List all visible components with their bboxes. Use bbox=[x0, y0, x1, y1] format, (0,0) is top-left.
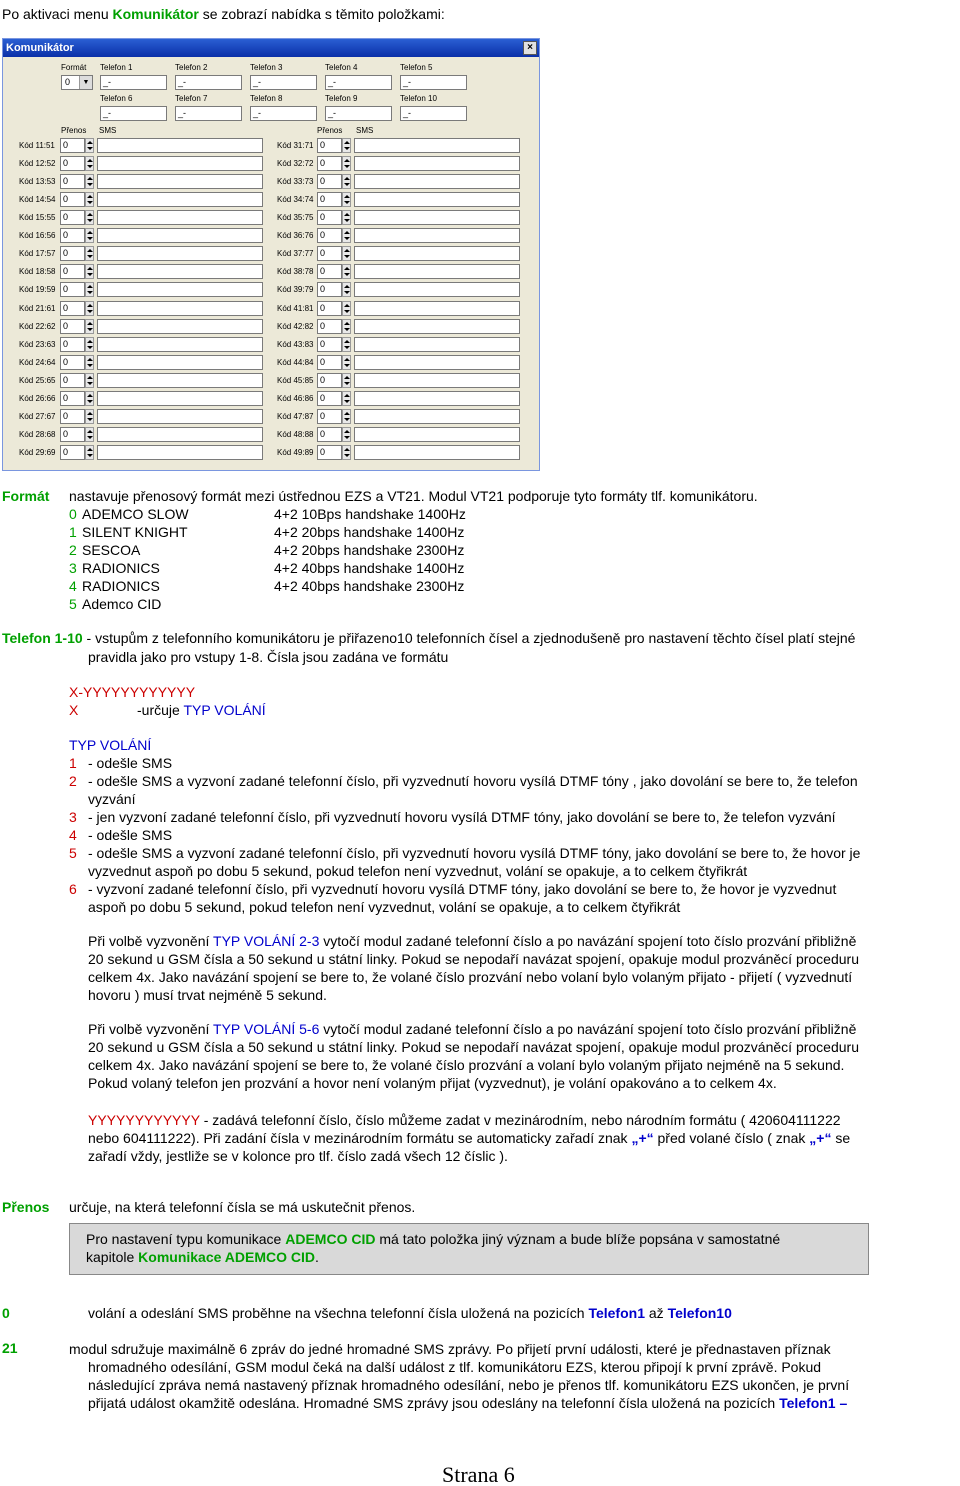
code-label: Kód 46:86 bbox=[277, 394, 314, 403]
value-21-desc: modul sdružuje maximálně 6 zpráv do jedné hromadné SMS zprávy. Po přijetí první události, které je přednastaven příznak hromadného odesílání, GSM modul čeká na další událost z tlf. komunikátoru EZS, kterou připojí k první zprávě. Pokud následující zpráva nemá nastavený příznak hromadného odesílání, nebo je přenos tlf. komunikátoru EZS ukončen, je první přijatá událost okamžitě odeslána. Hromadné SMS zprávy jsou odeslány na telefonní čísla uložená na pozicích Telefon1 – bbox=[69, 1341, 850, 1411]
prenos-header: Přenos bbox=[317, 126, 343, 135]
spin-arrows-icon[interactable] bbox=[85, 337, 94, 352]
spin-arrows-icon[interactable] bbox=[85, 264, 94, 279]
code-label: Kód 36:76 bbox=[277, 231, 314, 240]
komunikator-window bbox=[2, 38, 540, 471]
code-value-input[interactable]: 0 bbox=[60, 319, 85, 334]
telefon-line2: pravidla jako pro vstupy 1-8. Čísla jsou zadána ve formátu bbox=[88, 649, 449, 665]
code-value-input[interactable]: 0 bbox=[317, 174, 342, 189]
format-label: Formát bbox=[2, 488, 50, 504]
code-value-input[interactable]: 0 bbox=[60, 174, 85, 189]
code-value-input[interactable]: 0 bbox=[317, 138, 342, 153]
code-label: Kód 13:53 bbox=[19, 177, 56, 186]
code-label: Kód 23:63 bbox=[19, 340, 56, 349]
sms-input[interactable] bbox=[354, 138, 520, 153]
code-value-input[interactable]: 0 bbox=[317, 409, 342, 424]
code-value-input[interactable]: 0 bbox=[60, 409, 85, 424]
sms-input[interactable] bbox=[97, 373, 263, 388]
telefon-input[interactable]: _- bbox=[400, 75, 467, 90]
spin-arrows-icon[interactable] bbox=[342, 301, 351, 316]
typ-heading: TYP VOLÁNÍ bbox=[69, 737, 152, 753]
spin-arrows-icon[interactable] bbox=[85, 445, 94, 460]
spin-arrows-icon[interactable] bbox=[342, 210, 351, 225]
code-label: Kód 22:62 bbox=[19, 322, 56, 331]
typ-text: - odešle SMS a vyzvoní zadané telefonní číslo, při vyzvednutí hovoru vysílá DTMF tóny, jako dovolání se bere to, že hovor je bbox=[88, 845, 861, 861]
sms-input[interactable] bbox=[354, 246, 520, 261]
telefon-input[interactable]: _- bbox=[100, 75, 167, 90]
telefon-label: Telefon 2 bbox=[175, 63, 208, 72]
chevron-down-icon: ▼ bbox=[79, 76, 92, 89]
code-label: Kód 14:54 bbox=[19, 195, 56, 204]
sms-input[interactable] bbox=[354, 264, 520, 279]
para-typ-2-3: Při volbě vyzvonění TYP VOLÁNÍ 2-3 vytočí modul zadané telefonní číslo a po navázání spojení toto číslo prozvání přibližně 20 sekund u GSM čísla a 50 sekund u státní linky. Pokud se nepodaří navázat spojení, opakuje modul prozváněcí proceduru celkem 4x. Jako navázání spojení se bere to, že volané číslo prozvání nebo volaní bylo volaným přijato - přijetí ( vyzvednutí hovoru ) musí trvat nejméně 5 sekund. bbox=[88, 933, 859, 1003]
menu-name: Komunikátor bbox=[112, 6, 199, 22]
code-value-input[interactable]: 0 bbox=[60, 210, 85, 225]
code-value-input[interactable]: 0 bbox=[60, 156, 85, 171]
sms-input[interactable] bbox=[97, 282, 263, 297]
spin-arrows-icon[interactable] bbox=[85, 301, 94, 316]
telefon-input[interactable]: _- bbox=[325, 106, 392, 121]
code-label: Kód 16:56 bbox=[19, 231, 56, 240]
spin-arrows-icon[interactable] bbox=[342, 156, 351, 171]
sms-input[interactable] bbox=[354, 228, 520, 243]
spin-arrows-icon[interactable] bbox=[342, 391, 351, 406]
code-label: Kód 26:66 bbox=[19, 394, 56, 403]
typ-number: 6 bbox=[69, 881, 77, 897]
sms-input[interactable] bbox=[354, 210, 520, 225]
telefon-line1: Telefon 1-10 - vstupům z telefonního komunikátoru je přiřazeno10 telefonních čísel a zjednodušeně pro nastavení těchto čísel platí stejné bbox=[2, 630, 856, 646]
prenos-header: Přenos bbox=[61, 126, 87, 135]
spin-arrows-icon[interactable] bbox=[342, 246, 351, 261]
code-value-input[interactable]: 0 bbox=[317, 373, 342, 388]
format-spec: 4+2 40bps handshake 2300Hz bbox=[274, 578, 465, 594]
code-label: Kód 21:61 bbox=[19, 304, 56, 313]
spin-arrows-icon[interactable] bbox=[85, 210, 94, 225]
sms-input[interactable] bbox=[354, 282, 520, 297]
format-spec: 4+2 20bps handshake 1400Hz bbox=[274, 524, 465, 540]
sms-input[interactable] bbox=[97, 355, 263, 370]
sms-input[interactable] bbox=[354, 156, 520, 171]
code-value-input[interactable]: 0 bbox=[60, 427, 85, 442]
prenos-desc: určuje, na která telefonní čísla se má uskutečnit přenos. bbox=[69, 1199, 416, 1215]
value-21-num: 21 bbox=[2, 1340, 18, 1356]
code-value-input[interactable]: 0 bbox=[317, 391, 342, 406]
code-value-input[interactable]: 0 bbox=[60, 282, 85, 297]
spin-arrows-icon[interactable] bbox=[342, 355, 351, 370]
code-value-input[interactable]: 0 bbox=[317, 301, 342, 316]
code-value-input[interactable]: 0 bbox=[317, 427, 342, 442]
typ-number: 3 bbox=[69, 809, 77, 825]
intro-line: Po aktivaci menu Komunikátor se zobrazí nabídka s těmito položkami: bbox=[2, 6, 445, 22]
format-number: 5 bbox=[69, 596, 77, 612]
x-letter: X bbox=[69, 702, 79, 718]
sms-input[interactable] bbox=[97, 138, 263, 153]
telefon-input[interactable]: _- bbox=[250, 75, 317, 90]
value-0-desc: volání a odeslání SMS proběhne na všechna telefonní čísla uložená na pozicích Telefon1 až Telefon10 bbox=[88, 1305, 732, 1321]
code-value-input[interactable]: 0 bbox=[60, 355, 85, 370]
spin-arrows-icon[interactable] bbox=[85, 192, 94, 207]
telefon-label: Telefon 9 bbox=[325, 94, 358, 103]
spin-arrows-icon[interactable] bbox=[342, 409, 351, 424]
code-label: Kód 42:82 bbox=[277, 322, 314, 331]
code-value-input[interactable]: 0 bbox=[317, 246, 342, 261]
spin-arrows-icon[interactable] bbox=[85, 174, 94, 189]
sms-input[interactable] bbox=[354, 391, 520, 406]
spin-arrows-icon[interactable] bbox=[342, 264, 351, 279]
code-value-input[interactable]: 0 bbox=[317, 282, 342, 297]
typ-text: - odešle SMS bbox=[88, 827, 173, 843]
sms-input[interactable] bbox=[97, 445, 263, 460]
ademco-cid-note: Pro nastavení typu komunikace ADEMCO CID má tato položka jiný význam a bude blíže popsána v samostatné kapitole Komunikace ADEMCO CID. bbox=[69, 1223, 869, 1275]
code-label: Kód 47:87 bbox=[277, 412, 314, 421]
telefon-label: Telefon 3 bbox=[250, 63, 283, 72]
code-label: Kód 11:51 bbox=[19, 141, 55, 150]
code-value-input[interactable]: 0 bbox=[60, 138, 85, 153]
spin-arrows-icon[interactable] bbox=[342, 319, 351, 334]
code-label: Kód 19:59 bbox=[19, 285, 56, 294]
format-number: 2 bbox=[69, 542, 77, 558]
code-label: Kód 48:88 bbox=[277, 430, 314, 439]
spin-arrows-icon[interactable] bbox=[85, 409, 94, 424]
telefon-label: Telefon 1 bbox=[100, 63, 133, 72]
code-label: Kód 41:81 bbox=[277, 304, 314, 313]
telefon-label: Telefon 10 bbox=[400, 94, 437, 103]
code-label: Kód 43:83 bbox=[277, 340, 314, 349]
code-label: Kód 38:78 bbox=[277, 267, 314, 276]
format-name: RADIONICS bbox=[82, 560, 160, 576]
code-value-input[interactable]: 0 bbox=[60, 192, 85, 207]
code-value-input[interactable]: 0 bbox=[317, 264, 342, 279]
sms-input[interactable] bbox=[354, 427, 520, 442]
code-value-input[interactable]: 0 bbox=[60, 228, 85, 243]
code-label: Kód 45:85 bbox=[277, 376, 314, 385]
telefon-label: Telefon 4 bbox=[325, 63, 358, 72]
typ-text: vyzvání bbox=[88, 791, 136, 807]
spin-arrows-icon[interactable] bbox=[85, 355, 94, 370]
code-label: Kód 18:58 bbox=[19, 267, 56, 276]
format-number: 0 bbox=[69, 506, 77, 522]
format-number: 3 bbox=[69, 560, 77, 576]
format-name: ADEMCO SLOW bbox=[82, 506, 189, 522]
code-value-input[interactable]: 0 bbox=[317, 192, 342, 207]
sms-header: SMS bbox=[356, 126, 374, 135]
code-value-input[interactable]: 0 bbox=[317, 445, 342, 460]
telefon-label: Telefon 6 bbox=[100, 94, 133, 103]
spin-arrows-icon[interactable] bbox=[342, 373, 351, 388]
format-number: 4 bbox=[69, 578, 77, 594]
sms-input[interactable] bbox=[354, 355, 520, 370]
code-label: Kód 37:77 bbox=[277, 249, 314, 258]
telefon-label: Telefon 8 bbox=[250, 94, 283, 103]
spin-arrows-icon[interactable] bbox=[85, 246, 94, 261]
spin-arrows-icon[interactable] bbox=[85, 373, 94, 388]
code-label: Kód 28:68 bbox=[19, 430, 56, 439]
typ-number: 1 bbox=[69, 755, 77, 771]
typ-text: - vyzvoní zadané telefonní číslo, při vyzvednutí hovoru vysílá DTMF tóny, jako dovolání se bere to, že hovor je vyzvednut bbox=[88, 881, 837, 897]
number-format: X-YYYYYYYYYYYY bbox=[69, 684, 196, 700]
format-name: RADIONICS bbox=[82, 578, 160, 594]
spin-arrows-icon[interactable] bbox=[85, 228, 94, 243]
sms-input[interactable] bbox=[97, 427, 263, 442]
code-label: Kód 44:84 bbox=[277, 358, 314, 367]
spin-arrows-icon[interactable] bbox=[85, 138, 94, 153]
telefon-input[interactable]: _- bbox=[250, 106, 317, 121]
spin-arrows-icon[interactable] bbox=[85, 427, 94, 442]
spin-arrows-icon[interactable] bbox=[342, 445, 351, 460]
format-spec: 4+2 40bps handshake 1400Hz bbox=[274, 560, 465, 576]
code-label: Kód 31:71 bbox=[277, 141, 314, 150]
sms-header: SMS bbox=[99, 126, 117, 135]
spin-arrows-icon[interactable] bbox=[342, 138, 351, 153]
sms-input[interactable] bbox=[97, 210, 263, 225]
spin-arrows-icon[interactable] bbox=[342, 427, 351, 442]
code-value-input[interactable]: 0 bbox=[317, 156, 342, 171]
code-label: Kód 39:79 bbox=[277, 285, 314, 294]
spin-arrows-icon[interactable] bbox=[342, 228, 351, 243]
typ-number: 2 bbox=[69, 773, 77, 789]
x-definition: -určuje TYP VOLÁNÍ bbox=[137, 702, 266, 718]
code-label: Kód 25:65 bbox=[19, 376, 56, 385]
code-label: Kód 27:67 bbox=[19, 412, 56, 421]
sms-input[interactable] bbox=[354, 445, 520, 460]
typ-text: aspoň po dobu 5 sekund, pokud telefon není vyzvednut, volání se opakuje, a to celkem čtyřikrát bbox=[88, 899, 681, 915]
prenos-label: Přenos bbox=[2, 1199, 50, 1215]
sms-input[interactable] bbox=[97, 156, 263, 171]
sms-input[interactable] bbox=[97, 174, 263, 189]
spin-arrows-icon[interactable] bbox=[342, 337, 351, 352]
code-value-input[interactable]: 0 bbox=[317, 228, 342, 243]
spin-arrows-icon[interactable] bbox=[85, 319, 94, 334]
telefon-input[interactable]: _- bbox=[175, 106, 242, 121]
close-icon[interactable]: × bbox=[523, 41, 537, 55]
code-value-input[interactable]: 0 bbox=[60, 301, 85, 316]
code-value-input[interactable]: 0 bbox=[60, 246, 85, 261]
sms-input[interactable] bbox=[354, 301, 520, 316]
sms-input[interactable] bbox=[354, 192, 520, 207]
format-name: SESCOA bbox=[82, 542, 141, 558]
code-value-input[interactable]: 0 bbox=[60, 264, 85, 279]
para-typ-5-6: Při volbě vyzvonění TYP VOLÁNÍ 5-6 vytočí modul zadané telefonní číslo a po navázání spojení toto číslo prozvání přibližně 20 sekund u GSM čísla a 50 sekund u státní linky. Pokud se nepodaří navázat spojení, opakuje modul prozváněcí proceduru celkem 4x. Jako navázání spojení se bere to, že volané číslo prozvání a volaní bylo volaným přijato nejméně na 5 sekund. Pokud volaný telefon jen prozvání a hovor není volaným přijat (vyzvednut), je volání opakováno a to celkem 4x. bbox=[88, 1021, 859, 1091]
telefon-input[interactable]: _- bbox=[175, 75, 242, 90]
code-label: Kód 35:75 bbox=[277, 213, 314, 222]
sms-input[interactable] bbox=[97, 192, 263, 207]
code-value-input[interactable]: 0 bbox=[60, 391, 85, 406]
format-spec: 4+2 20bps handshake 2300Hz bbox=[274, 542, 465, 558]
page-number: Strana 6 bbox=[442, 1462, 515, 1486]
sms-input[interactable] bbox=[97, 301, 263, 316]
window-title: Komunikátor bbox=[3, 39, 539, 57]
sms-input[interactable] bbox=[354, 337, 520, 352]
code-label: Kód 29:69 bbox=[19, 448, 56, 457]
format-name: Ademco CID bbox=[82, 596, 162, 612]
spin-arrows-icon[interactable] bbox=[342, 192, 351, 207]
sms-input[interactable] bbox=[97, 409, 263, 424]
typ-text: vyzvednut aspoň po dobu 5 sekund, pokud telefon není vyzvednut, volání se opakuje, a to celkem čtyřikrát bbox=[88, 863, 748, 879]
code-label: Kód 15:55 bbox=[19, 213, 56, 222]
sms-input[interactable] bbox=[97, 264, 263, 279]
format-spec: 4+2 10Bps handshake 1400Hz bbox=[274, 506, 466, 522]
telefon-input[interactable]: _- bbox=[100, 106, 167, 121]
code-value-input[interactable]: 0 bbox=[317, 319, 342, 334]
telefon-input[interactable]: _- bbox=[400, 106, 467, 121]
format-field-label: Formát bbox=[61, 63, 87, 72]
typ-number: 4 bbox=[69, 827, 77, 843]
code-value-input[interactable]: 0 bbox=[317, 355, 342, 370]
code-label: Kód 34:74 bbox=[277, 195, 314, 204]
telefon-label: Telefon 5 bbox=[400, 63, 433, 72]
sms-input[interactable] bbox=[354, 409, 520, 424]
code-label: Kód 33:73 bbox=[277, 177, 314, 186]
spin-arrows-icon[interactable] bbox=[85, 391, 94, 406]
sms-input[interactable] bbox=[97, 228, 263, 243]
value-0-num: 0 bbox=[2, 1305, 10, 1321]
sms-input[interactable] bbox=[354, 319, 520, 334]
typ-text: - odešle SMS a vyzvoní zadané telefonní číslo, při vyzvednutí hovoru vysílá DTMF tóny , jako dovolání se bere to, že telefon bbox=[88, 773, 858, 789]
spin-arrows-icon[interactable] bbox=[342, 174, 351, 189]
para-yy: YYYYYYYYYYYY - zadává telefonní číslo, číslo můžeme zadat v mezinárodním, nebo národním formátu ( 420604111222 nebo 604111222). Při zadání čísla v mezinárodním formátu se automaticky zařadí znak „+“ před volané číslo ( znak „+“ se zařadí vždy, jestliže se v kolonce pro tlf. číslo zadá všech 12 číslic ). bbox=[88, 1112, 851, 1164]
typ-text: - odešle SMS bbox=[88, 755, 173, 771]
format-desc: nastavuje přenosový formát mezi ústřednou EZS a VT21. Modul VT21 podporuje tyto formáty tlf. komunikátoru. bbox=[69, 488, 758, 504]
code-value-input[interactable]: 0 bbox=[317, 210, 342, 225]
sms-input[interactable] bbox=[354, 174, 520, 189]
code-label: Kód 49:89 bbox=[277, 448, 314, 457]
code-value-input[interactable]: 0 bbox=[317, 337, 342, 352]
telefon-label: Telefon 1-10 bbox=[2, 630, 83, 646]
typ-text: - jen vyzvoní zadané telefonní číslo, při vyzvednutí hovoru vysílá DTMF tóny, jako dovolání se bere to, že telefon vyzvání bbox=[88, 809, 836, 825]
spin-arrows-icon[interactable] bbox=[85, 156, 94, 171]
code-label: Kód 24:64 bbox=[19, 358, 56, 367]
format-select[interactable]: 0 ▼ bbox=[61, 75, 93, 90]
sms-input[interactable] bbox=[97, 337, 263, 352]
format-name: SILENT KNIGHT bbox=[82, 524, 188, 540]
telefon-input[interactable]: _- bbox=[325, 75, 392, 90]
code-label: Kód 17:57 bbox=[19, 249, 56, 258]
spin-arrows-icon[interactable] bbox=[342, 282, 351, 297]
code-value-input[interactable]: 0 bbox=[60, 445, 85, 460]
sms-input[interactable] bbox=[354, 373, 520, 388]
code-value-input[interactable]: 0 bbox=[60, 373, 85, 388]
telefon-label: Telefon 7 bbox=[175, 94, 208, 103]
sms-input[interactable] bbox=[97, 319, 263, 334]
code-value-input[interactable]: 0 bbox=[60, 337, 85, 352]
typ-number: 5 bbox=[69, 845, 77, 861]
sms-input[interactable] bbox=[97, 246, 263, 261]
spin-arrows-icon[interactable] bbox=[85, 282, 94, 297]
sms-input[interactable] bbox=[97, 391, 263, 406]
code-label: Kód 32:72 bbox=[277, 159, 314, 168]
format-number: 1 bbox=[69, 524, 77, 540]
code-label: Kód 12:52 bbox=[19, 159, 56, 168]
